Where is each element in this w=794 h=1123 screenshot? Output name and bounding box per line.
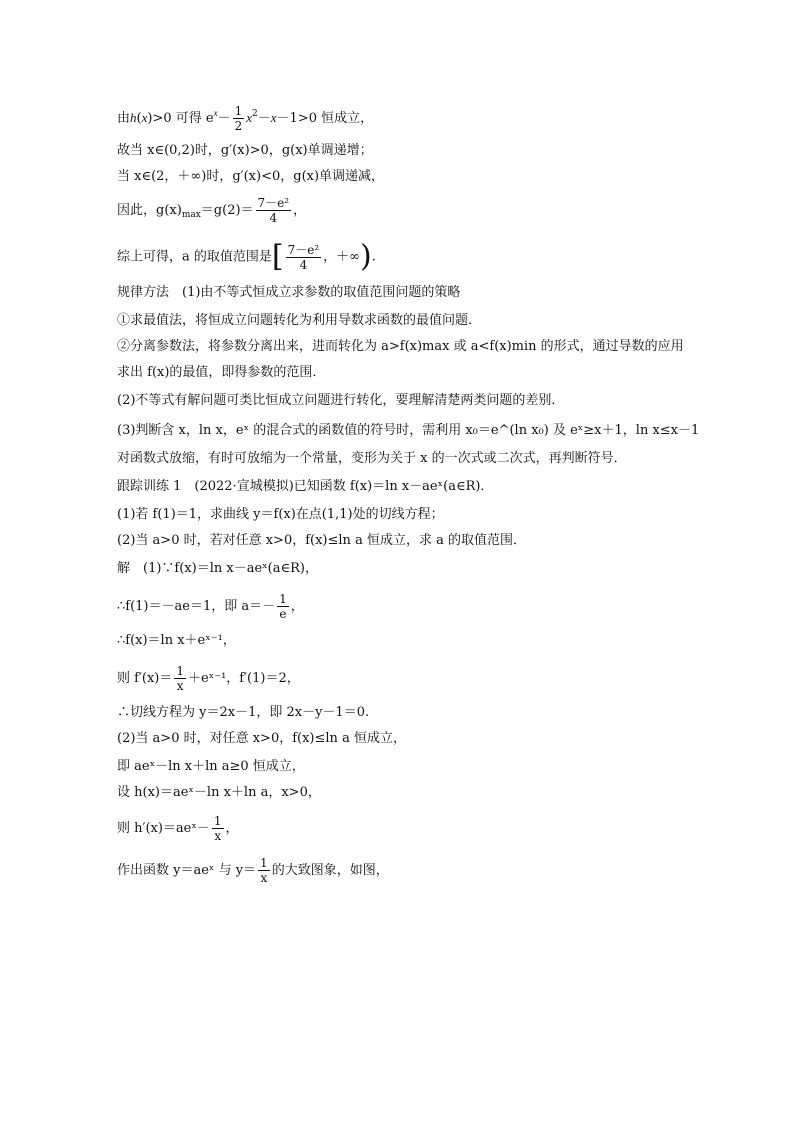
text: －1>0 恒成立， (276, 111, 374, 126)
numerator: 7－e² (287, 242, 320, 257)
line-6: 规律方法 (1)由不等式恒成立求参数的取值范围问题的策略 (117, 285, 461, 300)
text: h (130, 110, 137, 125)
text: ， (293, 203, 307, 218)
text: max (181, 210, 201, 220)
fraction (256, 196, 292, 225)
denominator: 2 (234, 119, 243, 133)
text: )>0 可得 e (147, 111, 214, 126)
text: 的大致图象，如图， (271, 863, 389, 878)
line-11: 跟踪训练 1 (2022·宣城模拟)已知函数 f(x)＝ln x－aeˣ(a∈R)． (117, 479, 494, 494)
line-1 (117, 104, 734, 133)
denominator: e (279, 607, 287, 621)
text: － (217, 111, 231, 126)
numerator: 1 (279, 592, 287, 606)
line-7: ①求最值法，将恒成立问题转化为利用导数求函数的最值问题． (117, 313, 482, 328)
line-8a: ②分离参数法，将参数分离出来，进而转化为 a>f(x)max 或 a<f(x)min 的形式，通过导数的应用 (117, 339, 684, 354)
fraction (258, 856, 270, 885)
text: ∴f(1)＝－ae＝1，即 a＝－ (117, 599, 276, 614)
numerator: 7－e² (257, 196, 290, 210)
text: ， (225, 821, 239, 836)
left-bracket: [ (271, 239, 284, 274)
line-16: ∴f(x)＝ln x＋eˣ⁻¹， (117, 633, 236, 648)
denominator: 4 (299, 257, 308, 272)
line-17 (117, 664, 734, 693)
fraction (277, 592, 289, 621)
text: ， (290, 599, 304, 614)
text: 2 (252, 109, 258, 119)
line-2: 故当 x∈(0,2)时，g′(x)>0，g(x)单调递增； (117, 143, 373, 158)
line-10b: 对函数式放缩，有时可放缩为一个常量，变形为关于 x 的一次式或二次式，再判断符号． (117, 451, 627, 466)
denominator: x (260, 871, 268, 885)
line-20: 即 aeˣ－ln x＋ln a≥0 恒成立， (117, 759, 305, 774)
text: x (141, 110, 148, 125)
fraction (174, 664, 186, 693)
fraction (212, 814, 224, 843)
line-10a: (3)判断含 x，ln x，eˣ 的混合式的函数值的符号时，需利用 x₀＝e^(ln x₀) 及 eˣ≥x＋1，ln x≤x－1 (117, 423, 700, 438)
text: 则 f′(x)＝ (117, 671, 173, 686)
text: ＝g(2)＝ (200, 203, 254, 218)
line-23 (117, 856, 734, 885)
numerator: 1 (176, 664, 185, 678)
line-9: (2)不等式有解问题可类比恒成立问题进行转化，要理解清楚两类问题的差别． (117, 393, 565, 408)
line-8b: 求出 f(x)的最值，即得参数的范围． (117, 365, 326, 380)
numerator: 1 (260, 856, 268, 870)
text: 则 h′(x)＝aeˣ－ (117, 821, 210, 836)
line-15 (117, 592, 734, 621)
fraction (233, 104, 245, 133)
text: ＋eˣ⁻¹，f′(1)＝2， (188, 671, 300, 686)
denominator: 4 (269, 211, 278, 225)
text: x (246, 110, 253, 125)
fraction (286, 243, 322, 272)
line-12: (1)若 f(1)＝1，求曲线 y＝f(x)在点(1,1)处的切线方程； (117, 507, 444, 522)
text: 由 (117, 111, 131, 126)
numerator: 1 (213, 814, 222, 828)
line-13: (2)当 a>0 时，若对任意 x>0，f(x)≤ln a 恒成立，求 a 的取值范围． (117, 533, 526, 548)
line-5 (117, 239, 734, 274)
text: － (257, 111, 271, 126)
denominator: x (214, 829, 222, 843)
text: 综上可得，a 的取值范围是 (117, 249, 272, 265)
numerator: 1 (234, 104, 243, 118)
line-19: (2)当 a>0 时，对任意 x>0，f(x)≤ln a 恒成立， (117, 731, 406, 746)
text: 因此，g(x) (117, 203, 182, 218)
line-14: 解 (1)∵f(x)＝ln x－aeˣ(a∈R)， (117, 561, 318, 576)
line-4 (117, 196, 734, 225)
text: 作出函数 y＝aeˣ 与 y＝ (117, 863, 257, 878)
text: x (270, 110, 277, 125)
denominator: x (176, 679, 184, 693)
line-3: 当 x∈(2，＋∞)时，g′(x)<0，g(x)单调递减， (117, 169, 385, 184)
line-21: 设 h(x)＝aeˣ－ln x＋ln a，x>0， (117, 785, 321, 800)
text: ( (136, 111, 142, 126)
text: . (371, 249, 376, 265)
text: ，＋∞ (323, 249, 361, 265)
text: x (213, 108, 218, 118)
line-18: ∴切线方程为 y＝2x－1，即 2x－y－1＝0. (117, 705, 370, 720)
line-22 (117, 814, 734, 843)
right-paren: ) (360, 239, 372, 274)
